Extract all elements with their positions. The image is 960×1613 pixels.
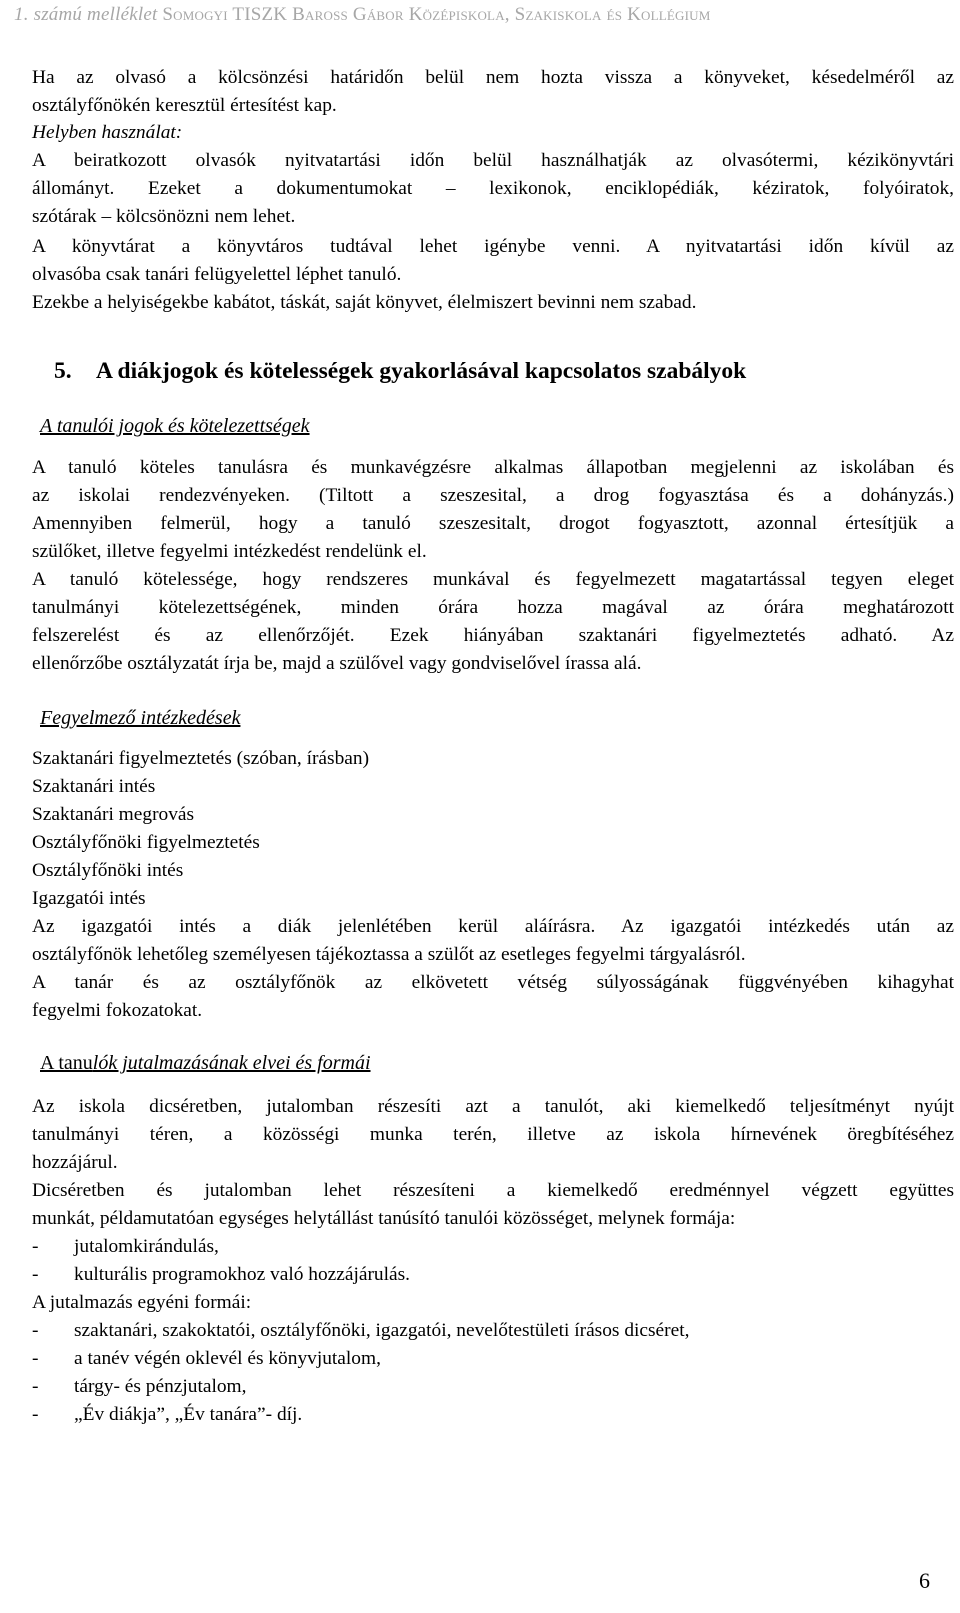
discipline-item: Szaktanári intés [32,776,156,797]
list-item [32,1373,247,1401]
dash-bullet: - [32,1348,39,1369]
annex-number: 1. számú melléklet [14,4,158,25]
individual-form: „Év diákja”, „Év tanára”- díj. [74,1404,303,1425]
duty-para-2-line-1: Amennyiben felmerül, hogy a tanuló szeszesitalt, drogot fogyasztott, azonnal értesítjük a [32,513,954,534]
duty-para-3-line-1: A tanuló kötelessége, hogy rendszeres munkával és fegyelmezett magatartással tegyen eleget [32,569,954,590]
individual-forms-heading: A jutalmazás egyéni formái: [32,1292,252,1313]
school-name: Somogyi TISZK Baross Gábor Középiskola, Szakiskola és Kollégium [162,4,711,25]
list-item [32,1233,219,1261]
group-form: kulturális programokhoz való hozzájárulás. [74,1264,410,1285]
duty-para-3-line-3: felszerelést és az ellenőrzőjét. Ezek hiányában szaktanári figyelmeztetés adható. Az [32,625,954,646]
group-form: jutalomkirándulás, [74,1236,219,1257]
individual-form: tárgy- és pénzjutalom, [74,1376,247,1397]
discipline-item: Igazgatói intés [32,888,146,909]
late-return-line-2: osztályfőnökén keresztül értesítést kap. [32,95,337,116]
page-number: 6 [919,1568,930,1593]
section-title [54,355,746,387]
rewards-heading [40,1049,371,1077]
principal-warning-line-2: osztályfőnök lehetőleg személyesen tájékoztassa a szülőt az esetleges fegyelmi tárgyalásról. [32,944,746,965]
forbidden-items: Ezekbe a helyiségekbe kabátot, táskát, saját könyvet, élelmiszert bevinni nem szabad. [32,292,697,313]
section-number: 5. [54,358,72,384]
list-item [32,1401,302,1429]
section-title-text: A diákjogok és kötelességek gyakorlásával kapcsolatos szabályok [96,358,747,384]
skip-levels-line-2: fegyelmi fokozatokat. [32,1000,203,1021]
individual-form: a tanév végén oklevél és könyvjutalom, [74,1348,381,1369]
discipline-item: Osztályfőnöki intés [32,860,184,881]
list-item [32,1261,410,1289]
reward-para-2-line-1: Dicséretben és jutalomban lehet részesíteni a kiemelkedő eredménnyel végzett együttes [32,1180,954,1201]
skip-levels-line-1: A tanár és az osztályfőnök az elkövetett vétség súlyosságának függvényében kihagyhat [32,972,954,993]
discipline-heading: Fegyelmező intézkedések [40,707,241,729]
onsite-line-3: szótárak – kölcsönözni nem lehet. [32,206,296,227]
discipline-item: Szaktanári megrovás [32,804,195,825]
reward-para-1-line-1: Az iskola dicséretben, jutalomban részesíti azt a tanulót, aki kiemelkedő teljesítményt nyújt [32,1096,954,1117]
rights-duties-heading: A tanulói jogok és kötelezettségek [40,415,310,437]
discipline-item: Szaktanári figyelmeztetés (szóban, írásban) [32,748,370,769]
onsite-line-1: A beiratkozott olvasók nyitvatartási időn belül használhatják az olvasótermi, kézikönyvtári [32,150,954,171]
duty-para-2-line-2: szülőket, illetve fegyelmi intézkedést rendelünk el. [32,541,427,562]
reward-para-1-line-3: hozzájárul. [32,1152,118,1173]
late-return-line-1: Ha az olvasó a kölcsönzési határidőn belül nem hozta vissza a könyveket, késedelméről az [32,67,954,88]
reward-para-2-line-2: munkát, példamutatóan egységes helytállást tanúsító tanulói közösséget, melynek formája: [32,1208,736,1229]
onsite-line-2: állományt. Ezeket a dokumentumokat – lexikonok, enciklopédiák, kéziratok, folyóiratok, [32,178,954,199]
library-use-line-2: olvasóba csak tanári felügyelettel léphet tanuló. [32,264,402,285]
dash-bullet: - [32,1376,39,1397]
dash-bullet: - [32,1320,39,1341]
individual-form: szaktanári, szakoktatói, osztályfőnöki, igazgatói, nevelőtestületi írásos dicséret, [74,1320,690,1341]
reward-para-1-line-2: tanulmányi téren, a közösségi munka terén, illetve az iskola hírnevének öregbítéséhez [32,1124,954,1145]
duty-para-1-line-2: az iskolai rendezvényeken. (Tiltott a szeszesital, a drog fogyasztása és a dohányzás.) [32,485,954,506]
dash-bullet: - [32,1236,39,1257]
dash-bullet: - [32,1264,39,1285]
rewards-heading-upright: A tanu [40,1052,93,1074]
list-item [32,1317,689,1345]
dash-bullet: - [32,1404,39,1425]
duty-para-3-line-4: ellenőrzőbe osztályzatát írja be, majd a szülővel vagy gondviselővel írassa alá. [32,653,642,674]
principal-warning-line-1: Az igazgatói intés a diák jelenlétében kerül aláírásra. Az igazgatói intézkedés után az [32,916,954,937]
list-item [32,1345,381,1373]
rewards-heading-italic: lók jutalmazásának elvei és formái [92,1052,371,1074]
library-use-line-1: A könyvtárat a könyvtáros tudtával lehet igénybe venni. A nyitvatartási időn kívül az [32,236,954,257]
onsite-use-heading: Helyben használat: [32,122,183,143]
discipline-item: Osztályfőnöki figyelmeztetés [32,832,260,853]
duty-para-3-line-2: tanulmányi kötelezettségének, minden órára hozza magával az órára meghatározott [32,597,954,618]
duty-para-1-line-1: A tanuló köteles tanulásra és munkavégzésre alkalmas állapotban megjelenni az iskolában és [32,457,954,478]
page-header [14,4,946,26]
